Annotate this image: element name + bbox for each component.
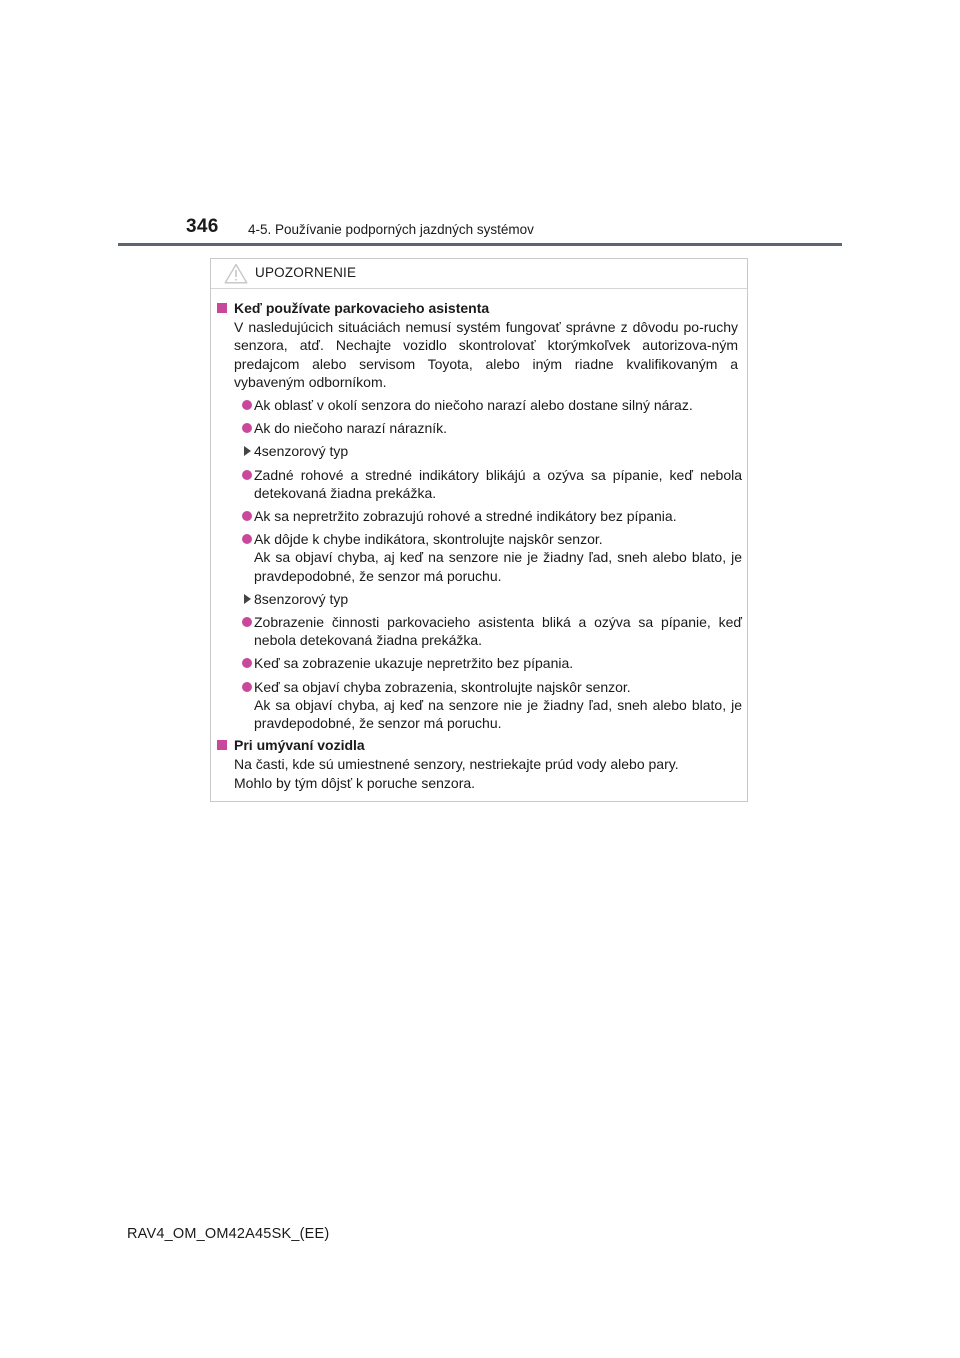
warning-header	[211, 259, 747, 289]
section-heading: Keď používate parkovacieho asistenta	[216, 299, 747, 317]
circle-bullet-icon	[242, 534, 252, 544]
section-title: 4-5. Používanie podporných jazdných systémov	[248, 222, 534, 237]
triangle-marker-icon	[244, 446, 251, 456]
list-item: Keď sa objaví chyba zobrazenia, skontrolujte najskôr senzor. Ak sa objaví chyba, aj keď na senzore nie je žiadny ľad, sneh alebo blato, je pravdepodobné, že senzor má poruchu.	[244, 678, 742, 733]
circle-bullet-icon	[242, 423, 252, 433]
list-item: Keď sa zobrazenie ukazuje nepretržito bez pípania.	[244, 654, 742, 672]
circle-bullet-icon	[242, 470, 252, 480]
header-rule	[118, 243, 842, 246]
list-item: Zadné rohové a stredné indikátory blikájú a ozýva sa pípanie, keď nebola detekovaná žiadna prekážka.	[244, 466, 742, 502]
circle-bullet-icon	[242, 511, 252, 521]
section-intro: V nasledujúcich situáciách nemusí systém fungovať správne z dôvodu po-ruchy senzora, atď. Nechajte vozidlo skontrolovať ktorýmkoľvek autorizova-ným predajcom alebo servisom Toyota, alebo iným riadne kvalifikovaným a vybaveným odborníkom.	[234, 319, 738, 390]
triangle-marker-icon	[244, 594, 251, 604]
list-item: Ak sa nepretržito zobrazujú rohové a stredné indikátory bez pípania.	[244, 507, 742, 525]
document-code: RAV4_OM_OM42A45SK_(EE)	[127, 1226, 330, 1242]
square-bullet-icon	[217, 303, 227, 313]
warning-triangle-icon	[224, 263, 248, 284]
list-item: Ak oblasť v okolí senzora do niečoho narazí alebo dostane silný náraz.	[244, 396, 742, 414]
warning-title: UPOZORNENIE	[255, 265, 357, 280]
square-bullet-icon	[217, 740, 227, 750]
warning-box	[210, 258, 748, 802]
circle-bullet-icon	[242, 617, 252, 627]
section-heading: Pri umývaní vozidla	[216, 736, 747, 754]
circle-bullet-icon	[242, 682, 252, 692]
circle-bullet-icon	[242, 658, 252, 668]
circle-bullet-icon	[242, 400, 252, 410]
group-label: 8senzorový typ	[244, 590, 747, 608]
group-label: 4senzorový typ	[244, 442, 747, 460]
page-number: 346	[186, 216, 219, 237]
section-intro: Na časti, kde sú umiestnené senzory, nestriekajte prúd vody alebo pary. Mohlo by tým dôjsť k poruche senzora.	[234, 756, 679, 791]
warning-body	[211, 299, 747, 792]
list-item: Zobrazenie činnosti parkovacieho asistenta bliká a ozýva sa pípanie, keď nebola detekovaná žiadna prekážka.	[244, 613, 742, 649]
list-item: Ak do niečoho narazí nárazník.	[244, 419, 742, 437]
list-item: Ak dôjde k chybe indikátora, skontrolujte najskôr senzor. Ak sa objaví chyba, aj keď na senzore nie je žiadny ľad, sneh alebo blato, je pravdepodobné, že senzor má poruchu.	[244, 530, 742, 585]
